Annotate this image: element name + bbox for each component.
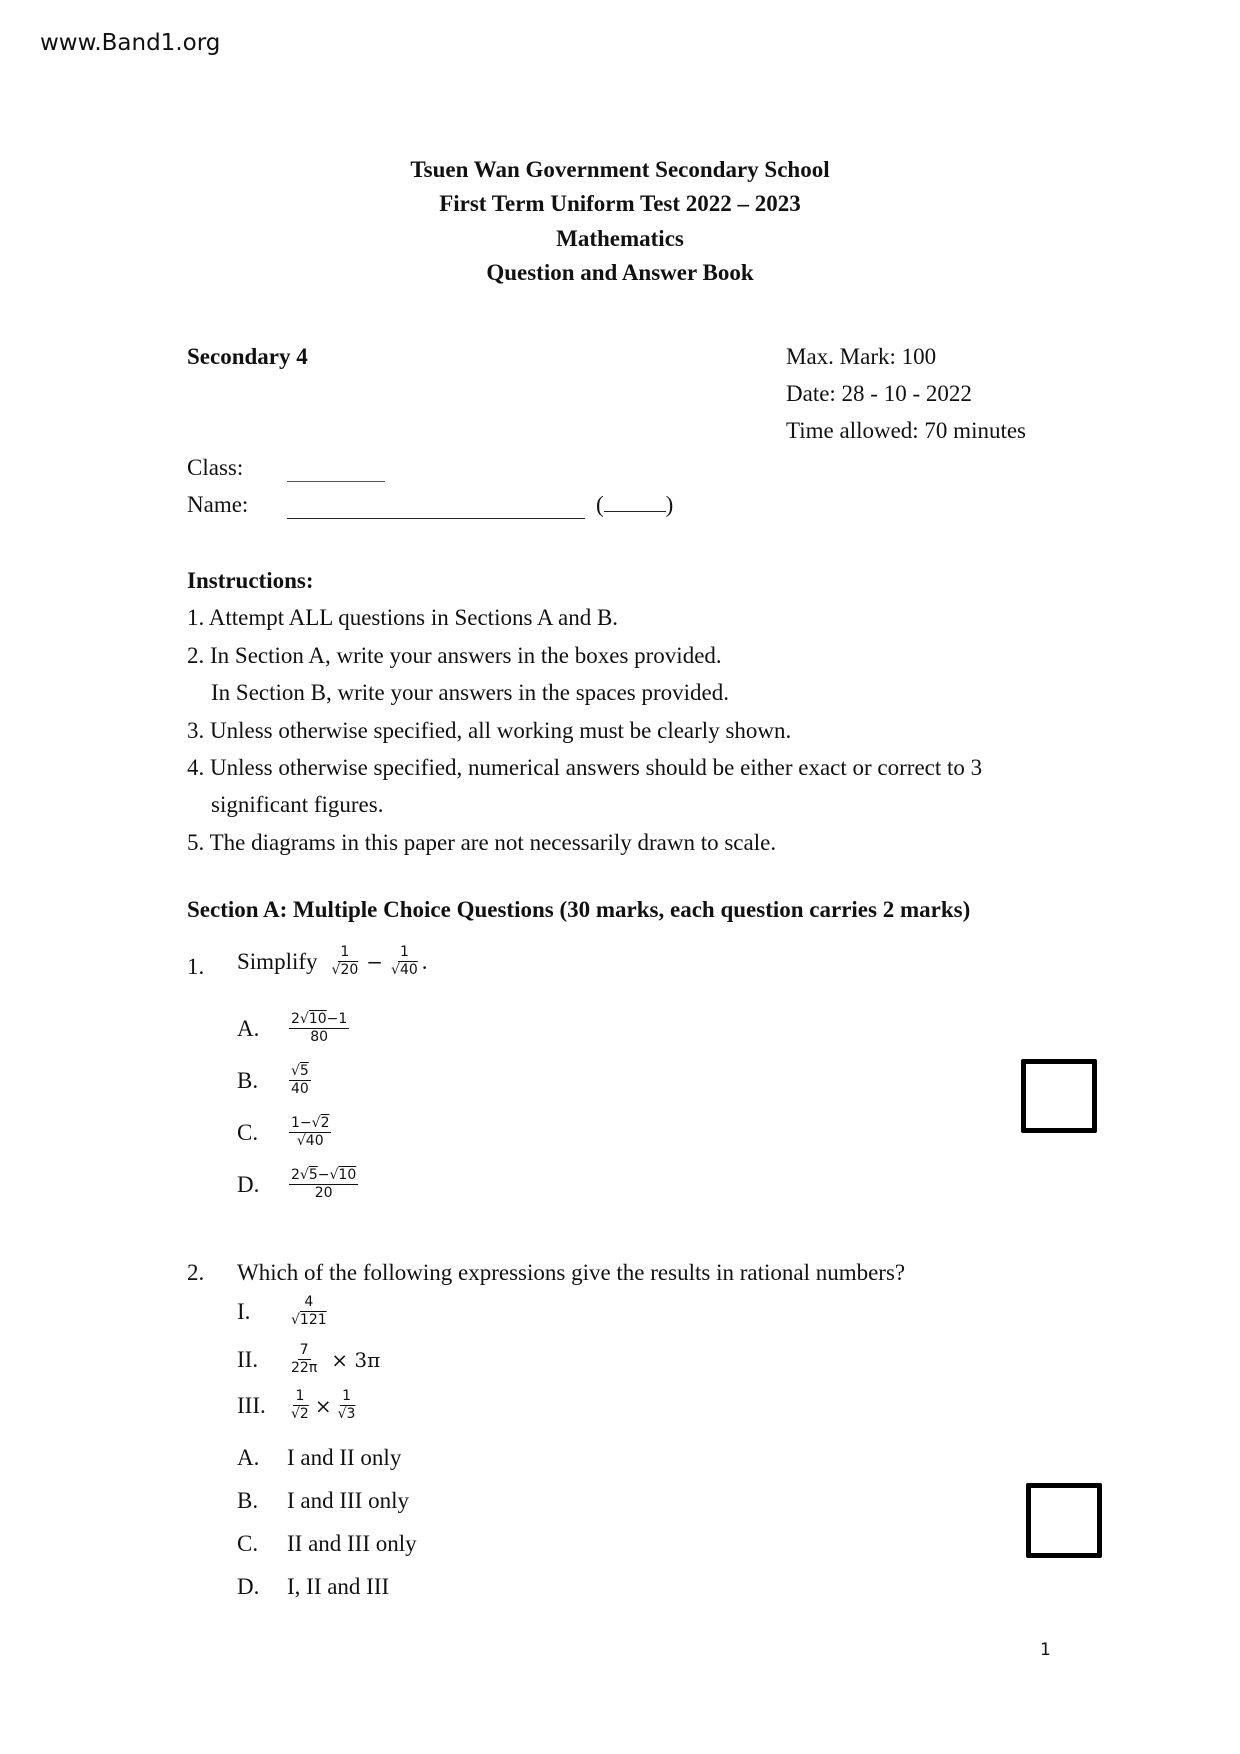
subject-title: Mathematics [556,226,684,251]
page-number: 1 [1040,1640,1051,1660]
question-2-statement-ii: II. $\frac{7}{22\pi}$ × 3π [237,1342,381,1376]
question-1-prompt: Simplify $\frac{1}{√20}$ − $\frac{1}{√40}$ . [237,944,428,978]
instruction-item: 3. Unless otherwise specified, all working must be clearly shown. [187,718,792,743]
fraction: $\frac{1}{√20}$ [331,944,359,978]
name-field[interactable] [287,496,585,519]
school-name: Tsuen Wan Government Secondary School [410,157,830,182]
instruction-item: 5. The diagrams in this paper are not necessarily drawn to scale. [187,830,777,855]
section-a-heading: Section A: Multiple Choice Questions (30 marks, each question carries 2 marks) [187,897,971,922]
test-title: First Term Uniform Test 2022 – 2023 [439,191,801,216]
max-mark: Max. Mark: 100 [786,344,937,369]
instruction-item: 1. Attempt ALL questions in Sections A and B. [187,605,619,630]
class-field[interactable] [287,459,385,482]
question-2-option-b: B. I and III only [237,1488,409,1513]
instruction-item: significant figures. [211,792,384,817]
time-allowed: Time allowed: 70 minutes [786,418,1027,443]
question-1-answer-box[interactable] [1021,1059,1097,1133]
name-label: Name: [187,492,249,517]
question-1-number: 1. [187,954,205,979]
question-2-statement-iii: III. $\frac{1}{√2}$ × $\frac{1}{√3}$ [237,1388,356,1422]
question-2-text: Which of the following expressions give the results in rational numbers? [237,1260,906,1285]
instruction-item: In Section B, write your answers in the spaces provided. [211,680,730,705]
book-title: Question and Answer Book [486,260,754,285]
question-1-option-d: D. $\frac{2√5-√10}{20}$ [237,1167,357,1201]
fraction: $\frac{1}{√40}$ [391,944,418,978]
question-2-option-d: D. I, II and III [237,1574,390,1599]
watermark: www.Band1.org [40,30,221,56]
question-2-statement-i: I. $\frac{4}{√121}$ [237,1294,327,1328]
instruction-item: 2. In Section A, write your answers in the boxes provided. [187,643,722,668]
exam-date: Date: 28 - 10 - 2022 [786,381,972,406]
question-1-option-c: C. $\frac{1-√2}{√40}$ [237,1115,330,1149]
class-label: Class: [187,455,244,480]
question-2-answer-box[interactable] [1026,1483,1102,1558]
class-number-field[interactable]: ( ) [596,492,674,517]
instruction-item: 4. Unless otherwise specified, numerical answers should be either exact or correct to 3 [187,755,983,780]
question-1-text: Simplify [237,948,318,974]
question-2-option-c: C. II and III only [237,1531,417,1556]
instructions-heading: Instructions: [187,568,314,593]
class-number-blank[interactable] [604,491,666,512]
question-2-number: 2. [187,1260,205,1285]
question-1-option-a: A. $\frac{2√10-1}{80}$ [237,1011,348,1045]
question-2-option-a: A. I and II only [237,1445,402,1470]
question-1-option-b: B. $\frac{√5}{40}$ [237,1063,309,1097]
level-label: Secondary 4 [187,344,308,369]
